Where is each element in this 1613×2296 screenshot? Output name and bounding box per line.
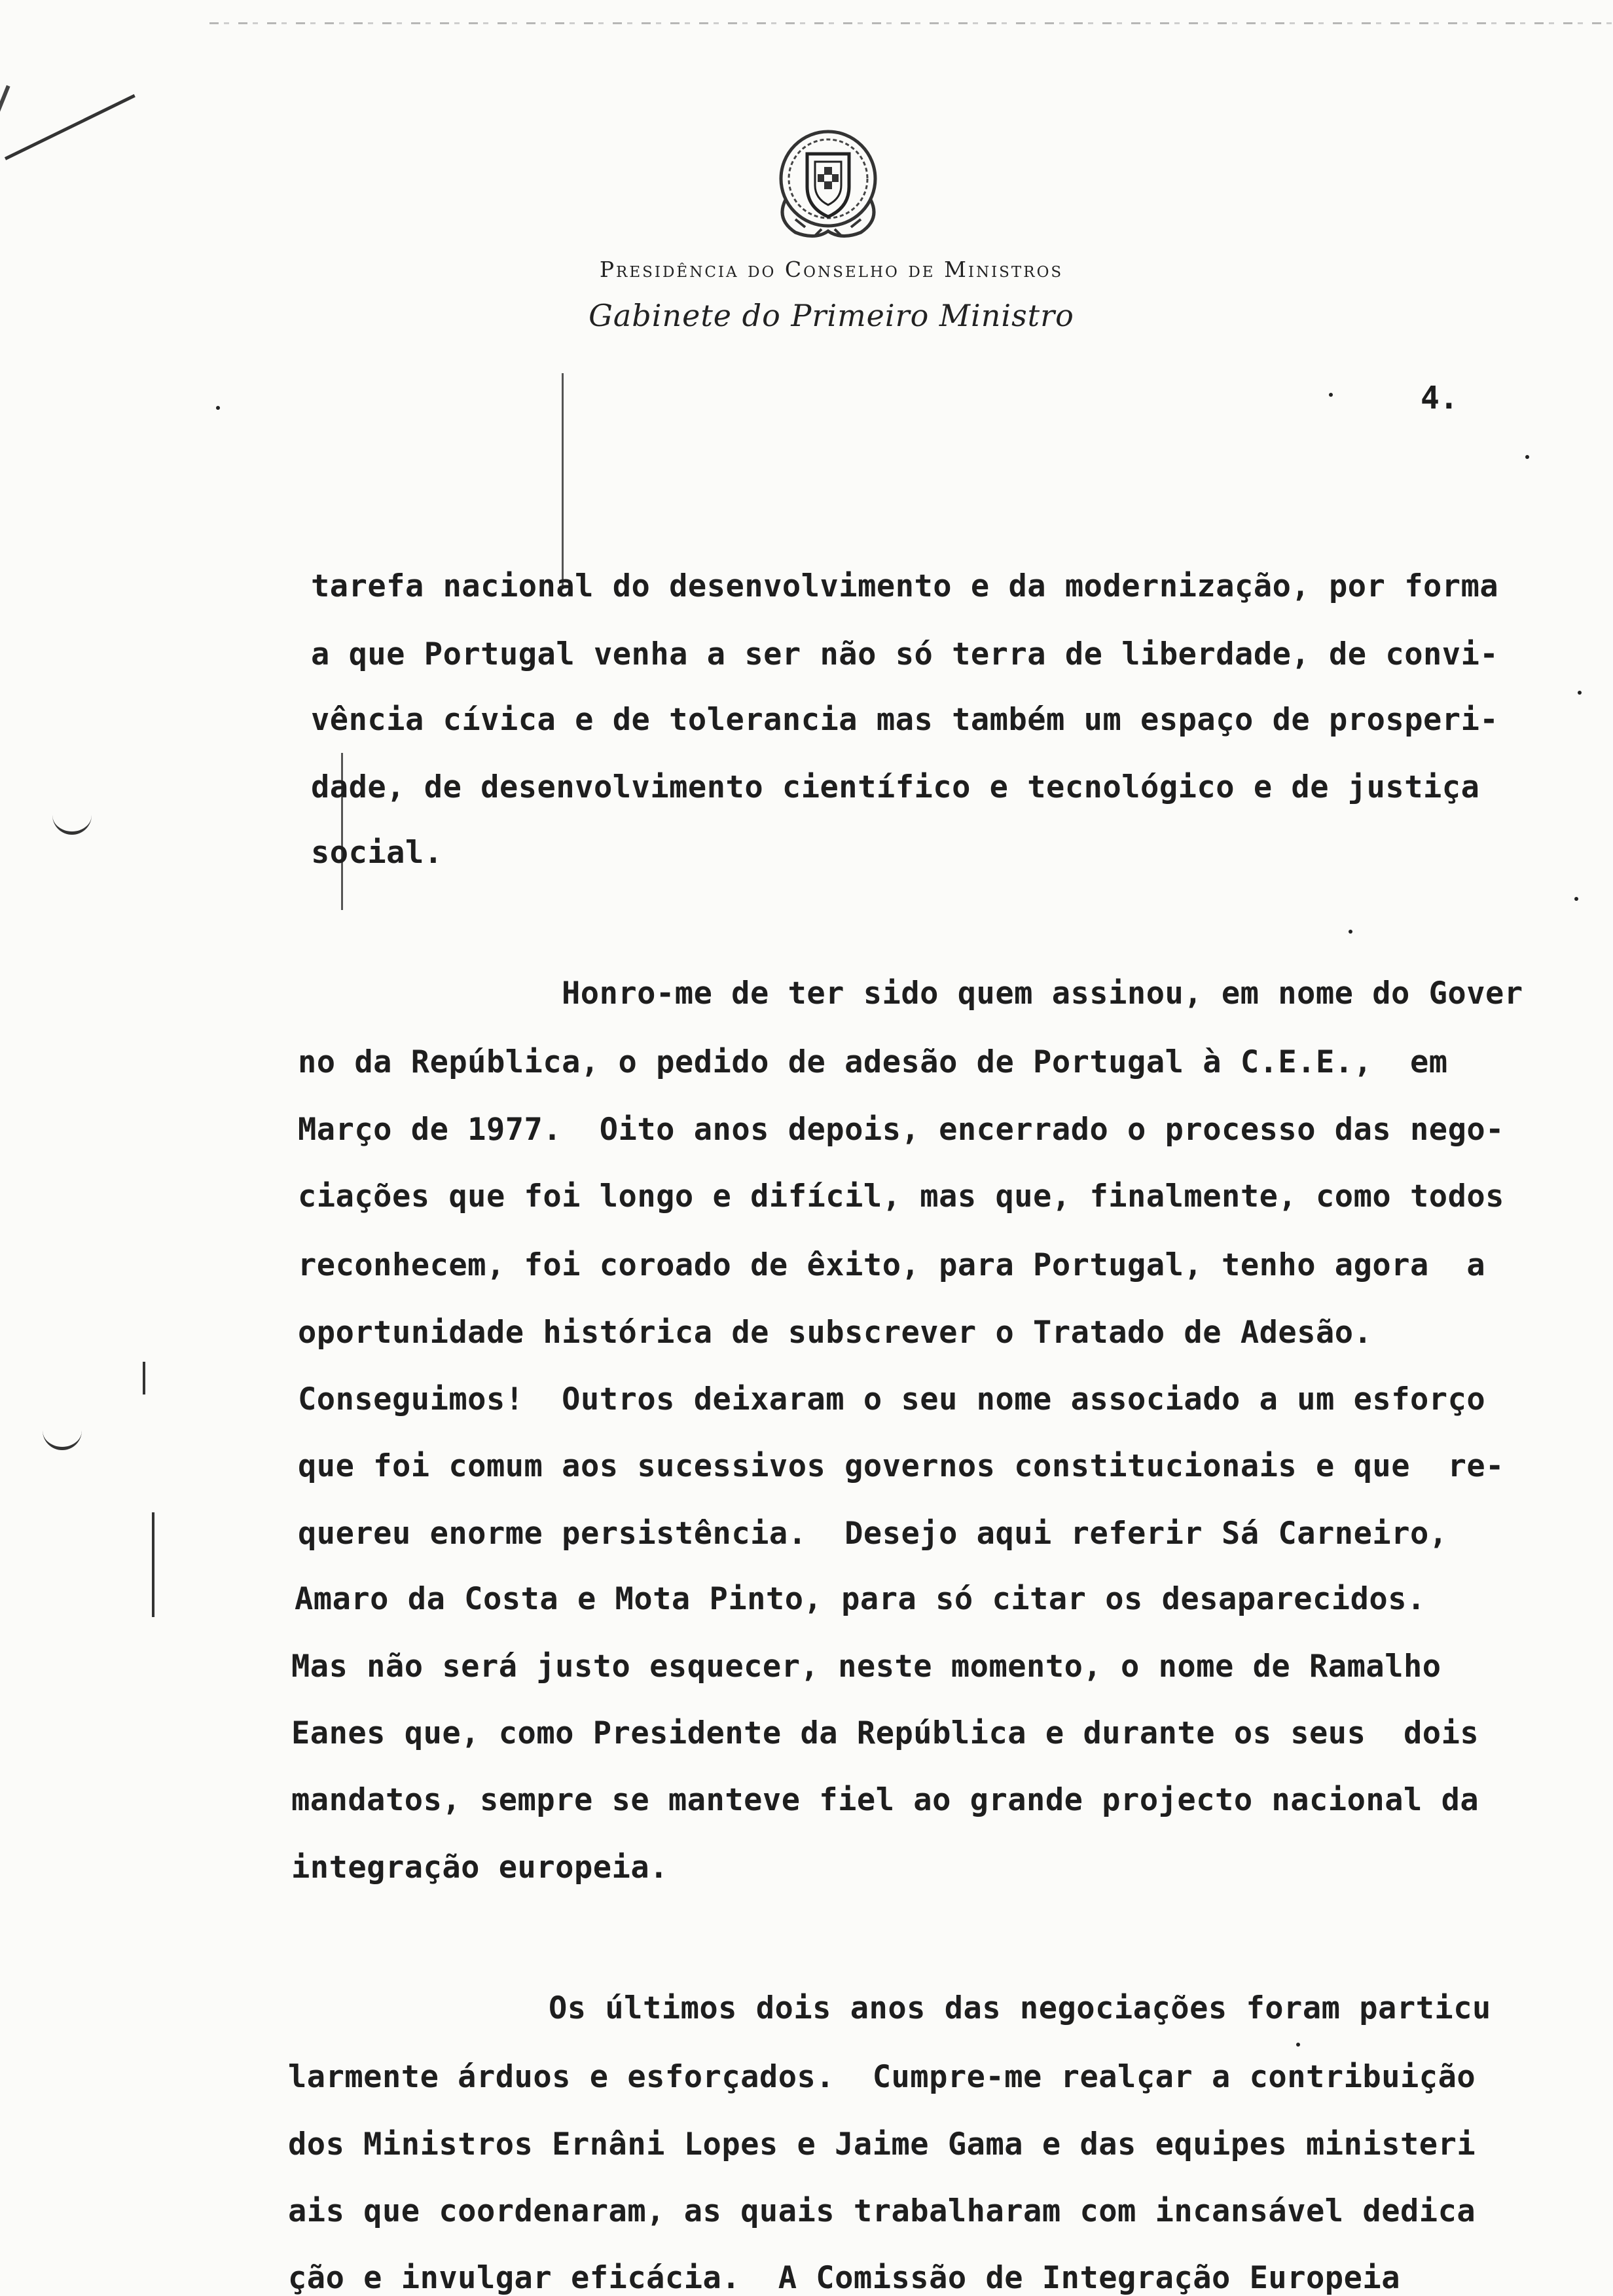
text-line: ciações que foi longo e difícil, mas que, finalmente, como todos [298,1178,1504,1214]
text-line: Eanes que, como Presidente da República e durante os seus dois [291,1715,1479,1751]
punch-hole-mark [52,812,92,835]
text-line: ais que coordenaram, as quais trabalharam com incansável dedica [288,2193,1476,2229]
scan-edge-line [209,22,1613,24]
margin-mark [152,1512,154,1617]
text-line: Honro-me de ter sido quem assinou, em nome do Gover [562,975,1523,1011]
scan-speck [1578,691,1582,695]
text-line: larmente árduos e esforçados. Cumpre-me realçar a contribuição [288,2059,1476,2095]
text-line: integração europeia. [291,1850,668,1886]
scan-speck [1329,393,1333,397]
text-line: Março de 1977. Oito anos depois, encerrado o processo das nego- [298,1112,1504,1148]
text-line: Mas não será justo esquecer, neste momento, o nome de Ramalho [291,1649,1441,1685]
text-line: Amaro da Costa e Mota Pinto, para só citar os desaparecidos. [295,1581,1426,1617]
office-heading: Presidência do Conselho de Ministros [599,257,1064,282]
text-line: Conseguimos! Outros deixaram o seu nome associado a um esforço [298,1381,1486,1417]
text-line: a que Portugal venha a ser não só terra de liberdade, de convi- [311,636,1499,672]
text-line: tarefa nacional do desenvolvimento e da modernização, por forma [311,568,1499,604]
scan-speck [1574,897,1578,901]
page-number: 4. [1421,380,1459,416]
text-line: Os últimos dois anos das negociações foram particu [549,1990,1491,2026]
margin-mark [143,1362,145,1394]
scan-pen-stroke [5,94,136,160]
text-line: dade, de desenvolvimento científico e tecnológico e de justiça [311,769,1480,805]
text-line: oportunidade histórica de subscrever o Tratado de Adesão. [298,1315,1373,1351]
text-line: social. [311,835,443,871]
punch-hole-mark [43,1427,82,1450]
text-line: quereu enorme persistência. Desejo aqui referir Sá Carneiro, [298,1516,1448,1552]
coat-of-arms-icon [769,121,887,246]
scan-speck [1525,455,1529,459]
text-line: que foi comum aos sucessivos governos constitucionais e que re- [298,1448,1504,1484]
margin-mark [562,373,564,589]
text-line: vência cívica e de tolerancia mas também um espaço de prosperi- [311,702,1499,738]
text-line: dos Ministros Ernâni Lopes e Jaime Gama e das equipes ministeri [288,2126,1476,2162]
scan-speck [216,406,220,410]
scan-speck [1349,930,1352,934]
cabinet-subheading: Gabinete do Primeiro Ministro [589,298,1074,333]
text-line: reconhecem, foi coroado de êxito, para Portugal, tenho agora a [298,1247,1486,1283]
text-line: no da República, o pedido de adesão de Portugal à C.E.E., em [298,1044,1448,1080]
text-line: ção e invulgar eficácia. A Comissão de Integração Europeia [288,2260,1400,2296]
text-line: mandatos, sempre se manteve fiel ao grande projecto nacional da [291,1782,1479,1818]
scan-speck [1296,2043,1300,2047]
